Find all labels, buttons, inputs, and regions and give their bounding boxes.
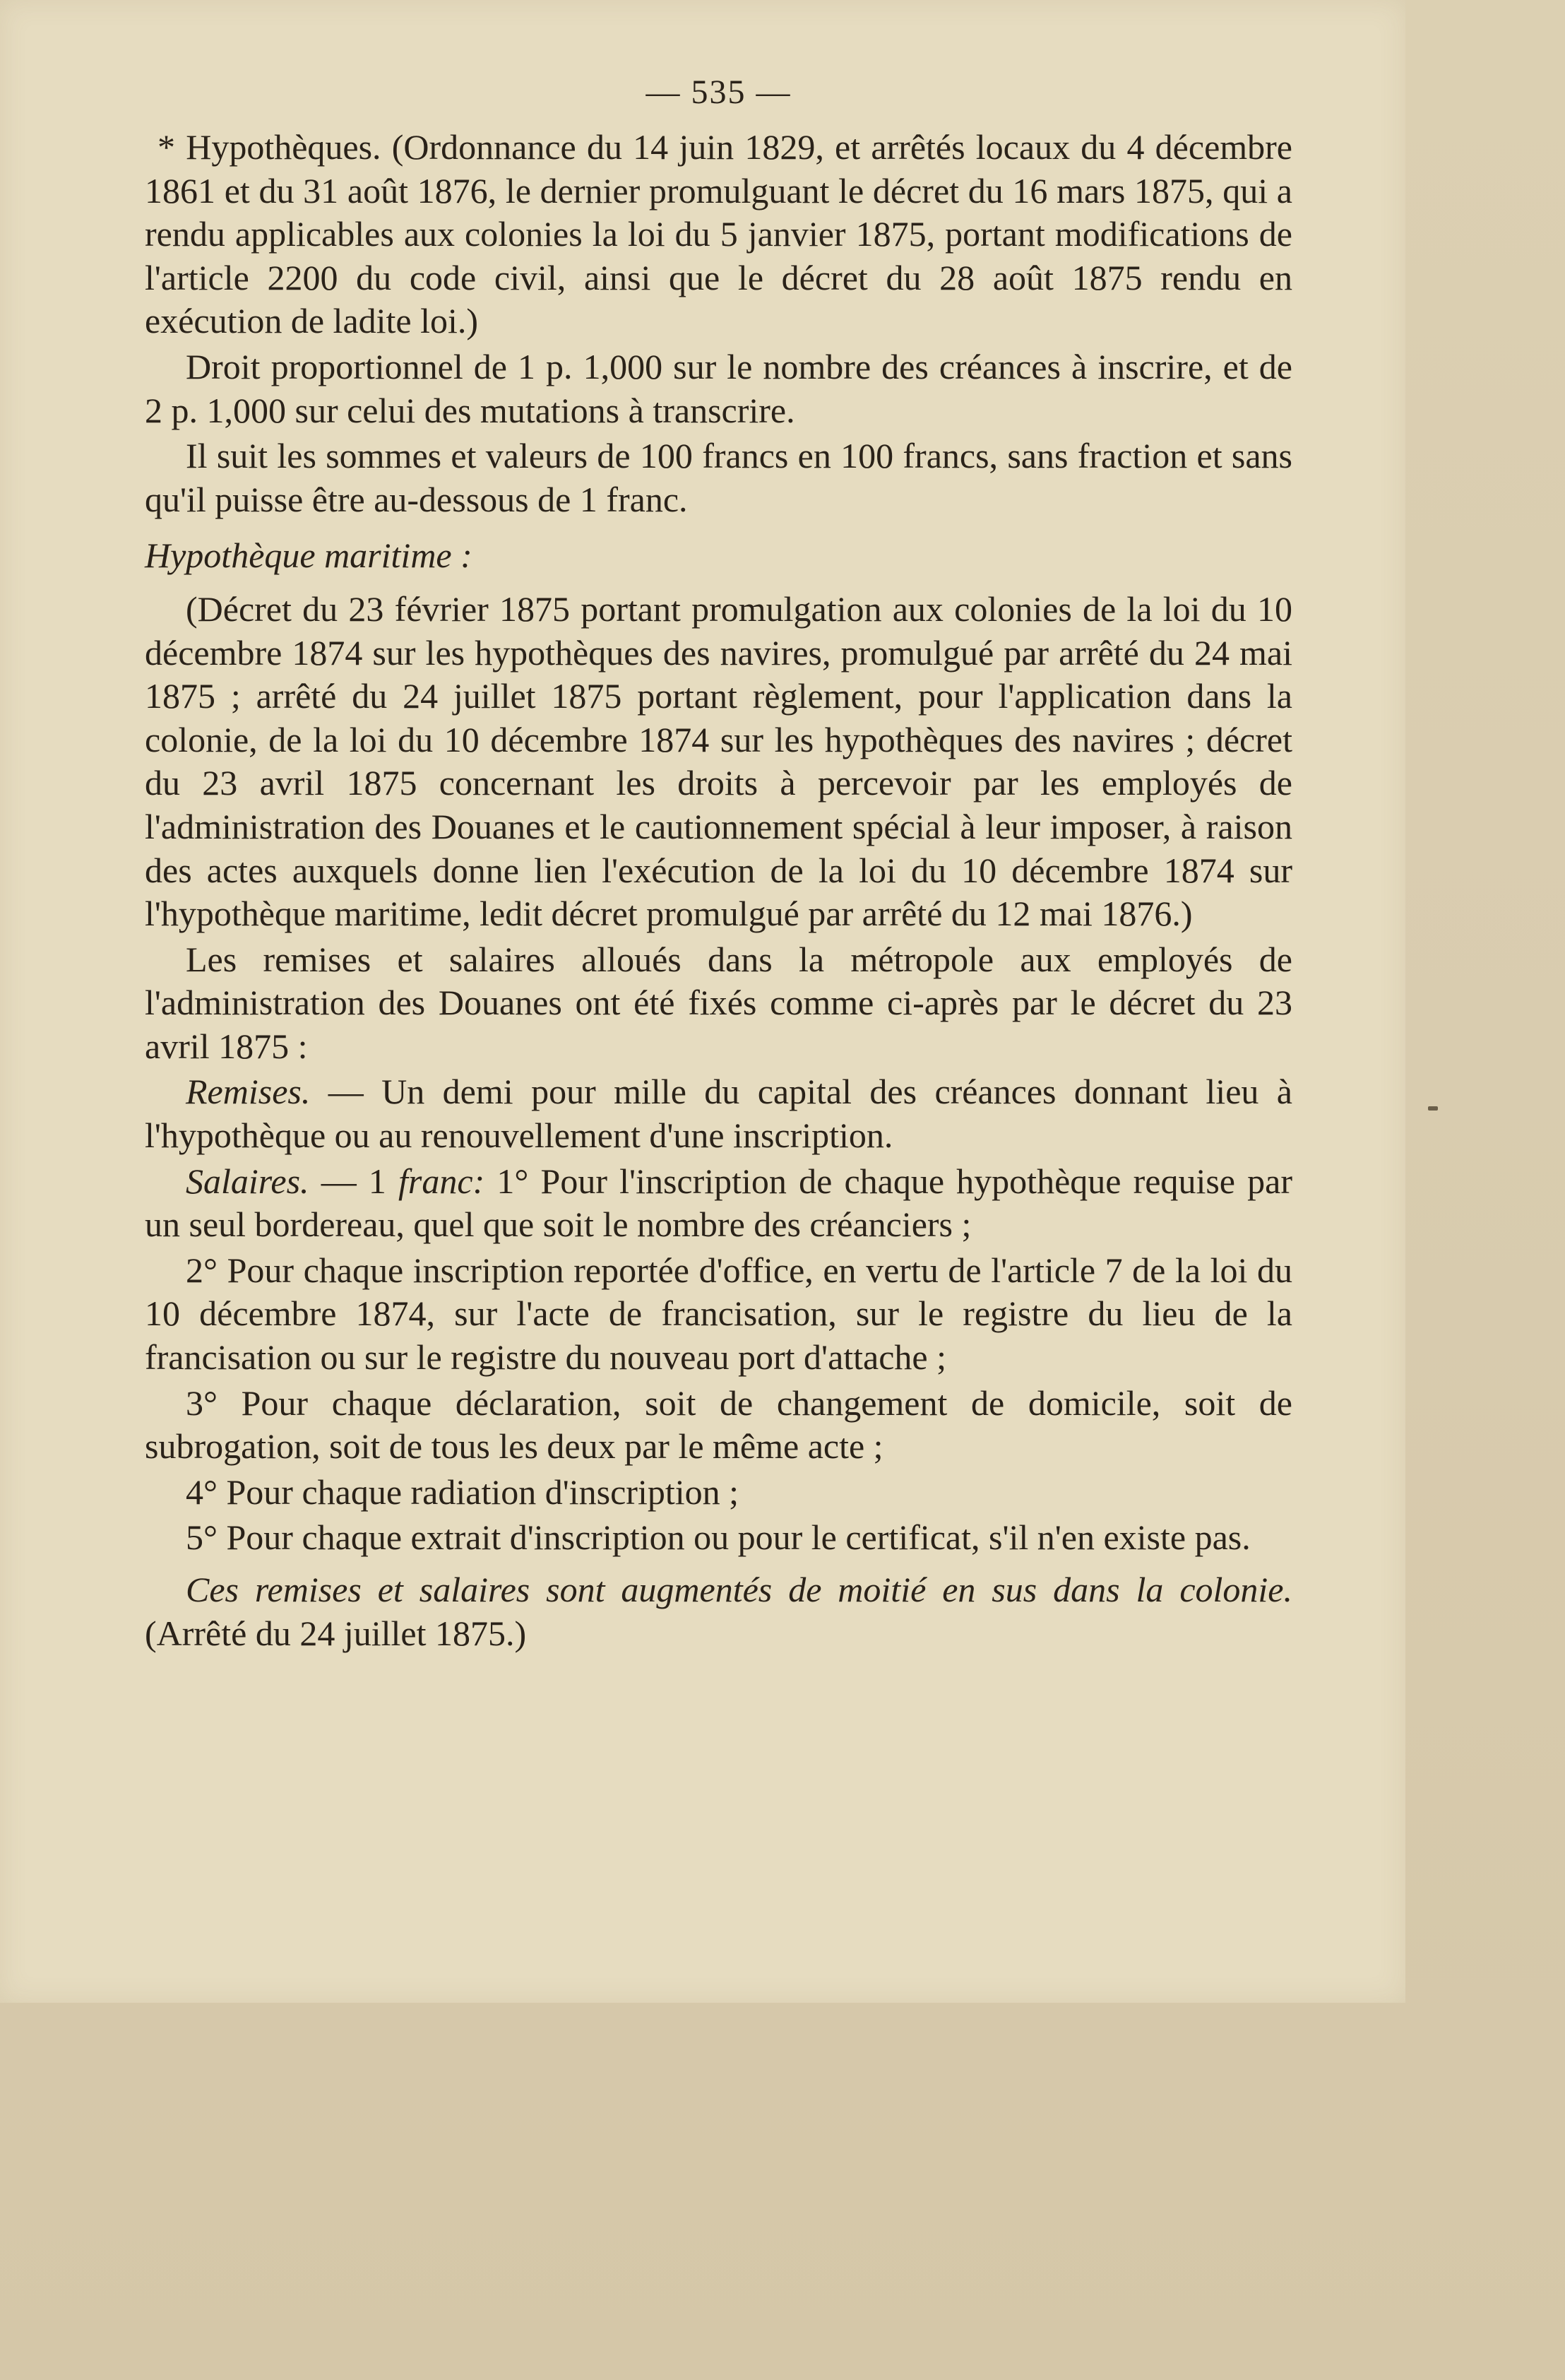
paragraph-decret: (Décret du 23 février 1875 portant promulgation aux colonies de la loi du 10 décembre 1874 sur les hypothèques des navires, promulgué par arrêté du 24 mai 1875 ; arrêté du 24 juillet 1875 portant règlement, pour l'application dans la colonie, de la loi du 10 décembre 1874 sur les hypothèques des navires ; décret du 23 avril 1875 concernant les droits à percevoir par les employés de l'administration des Douanes et le cautionnement spécial à leur imposer, à raison des actes auxquels donne lien l'exécution de la loi du 10 décembre 1874 sur l'hypothèque maritime, ledit décret promulgué par arrêté du 12 mai 1876.) [145,588,1292,934]
paragraph-item-5: 5° Pour chaque extrait d'inscription ou pour le certificat, s'il n'en existe pas. [186,1517,1251,1558]
remises-text: — Un demi pour mille du capital des créances donnant lieu à l'hypothèque ou au renouvellement d'une inscription. [145,1072,1292,1156]
augmentes-italic: Ces remises et salaires sont augmentés de moitié en sus dans la colonie. [186,1570,1292,1609]
paragraph-salaires [145,1160,1292,1247]
page-number: — 535 — [645,73,792,111]
paragraph-sommes-valeurs: Il suit les sommes et valeurs de 100 francs en 100 francs, sans fraction et sans qu'il puisse être au-dessous de 1 franc. [145,436,1292,519]
paragraph-droit-proportionnel: Droit proportionnel de 1 p. 1,000 sur le nombre des créances à inscrire, et de 2 p. 1,000 sur celui des mutations à transcrire. [145,346,1292,430]
paragraph-hypotheques: * Hypothèques. (Ordonnance du 14 juin 1829, et arrêtés locaux du 4 décembre 1861 et du 31 août 1876, le dernier promulguant le décret du 16 mars 1875, qui a rendu applicables aux colonies la loi du 5 janvier 1875, portant modifications de l'article 2200 du code civil, ainsi que le décret du 28 août 1875 rendu en exécution de ladite loi.) [145,127,1292,341]
paragraph-remises [145,1070,1292,1157]
salaires-text: 1° Pour l'inscription de chaque hypothèque requise par un seul bordereau, quel que soit le nombre des créanciers ; [145,1161,1293,1245]
augmentes-text: (Arrêté du 24 juillet 1875.) [145,1613,527,1653]
salaires-franc: franc: [398,1161,485,1201]
salaires-amount: — 1 [309,1161,399,1201]
paragraph-item-4: 4° Pour chaque radiation d'inscription ; [186,1472,739,1512]
salaires-label: Salaires. [186,1161,309,1201]
remises-label: Remises. [186,1072,311,1112]
paragraph-augmentes [145,1568,1292,1655]
margin-speck [1428,1106,1438,1111]
paragraph-item-2: 2° Pour chaque inscription reportée d'office, en vertu de l'article 7 de la loi du 10 décembre 1874, sur l'acte de francisation, sur le registre du lieu de la francisation ou sur le registre du nouveau port d'attache ; [145,1250,1292,1378]
paragraph-item-3: 3° Pour chaque déclaration, soit de changement de domicile, soit de subrogation, soit de tous les deux par le même acte ; [145,1383,1292,1467]
paragraph-remises-salaires: Les remises et salaires alloués dans la métropole aux employés de l'administration des Douanes ont été fixés comme ci-après par le décret du 23 avril 1875 : [145,939,1292,1066]
text-block [145,61,1292,1657]
subheading-hypotheque-maritime: Hypothèque maritime : [145,535,472,576]
